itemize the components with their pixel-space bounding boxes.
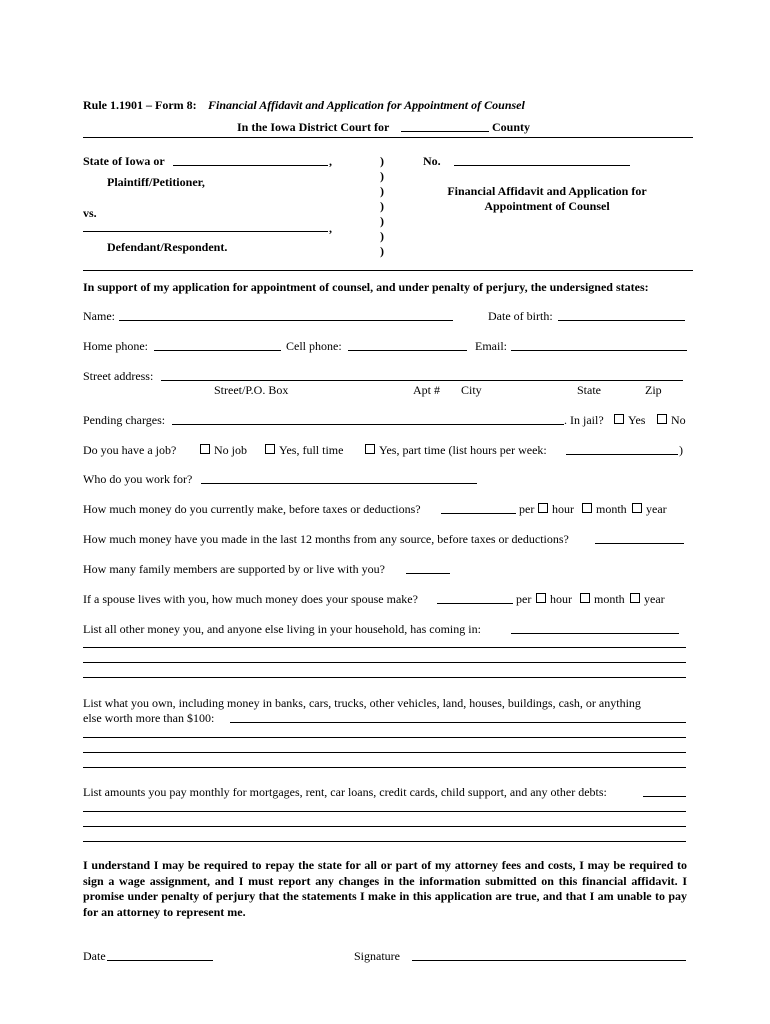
per-label: per bbox=[519, 502, 535, 516]
paren: ) bbox=[380, 184, 384, 198]
sub-state-label: State bbox=[577, 383, 601, 397]
caption-divider bbox=[83, 270, 693, 271]
doc-title-line2: Appointment of Counsel bbox=[484, 199, 610, 213]
plaintiff-label: Plaintiff/Petitioner, bbox=[107, 175, 205, 189]
year-label: year bbox=[646, 502, 667, 516]
debts-line[interactable] bbox=[83, 826, 686, 827]
income-question: How much money do you currently make, before taxes or deductions? bbox=[83, 502, 421, 516]
intro-statement: In support of my application for appointment of counsel, and under penalty of perjury, the undersigned states: bbox=[83, 280, 649, 294]
street-address-label: Street address: bbox=[83, 369, 154, 383]
dob-label: Date of birth: bbox=[488, 309, 553, 323]
checkbox-icon[interactable] bbox=[536, 593, 546, 603]
spouse-income-field[interactable] bbox=[437, 603, 513, 604]
assets-line[interactable] bbox=[83, 737, 686, 738]
checkbox-icon[interactable] bbox=[657, 414, 667, 424]
no-job-label: No job bbox=[214, 443, 247, 457]
paren: ) bbox=[380, 214, 384, 228]
spouse-hour-option[interactable] bbox=[536, 592, 572, 606]
jail-yes-label: Yes bbox=[628, 413, 646, 427]
dob-field[interactable] bbox=[558, 320, 685, 321]
checkbox-icon[interactable] bbox=[580, 593, 590, 603]
year-label: year bbox=[644, 592, 665, 606]
employer-field[interactable] bbox=[201, 483, 477, 484]
jail-no-option[interactable] bbox=[657, 413, 686, 427]
jail-no-label: No bbox=[671, 413, 686, 427]
hour-label: hour bbox=[552, 502, 574, 516]
case-no-label: No. bbox=[423, 154, 441, 168]
assets-field[interactable] bbox=[230, 722, 686, 723]
last12-question: How much money have you made in the last 12 months from any source, before taxes or deductions? bbox=[83, 532, 569, 546]
sub-apt-label: Apt # bbox=[413, 383, 440, 397]
month-label: month bbox=[594, 592, 625, 606]
pending-charges-field[interactable] bbox=[172, 424, 564, 425]
declaration-paragraph: I understand I may be required to repay the state for all or part of my attorney fees and costs, I may be required to sign a wage assignment, and I must report any changes in the information submitted on this financial affidavit. I promise under penalty of perjury that the statements I make in this application are true, and that I am unable to pay for an attorney to represent me. bbox=[83, 858, 687, 919]
paren: ) bbox=[380, 244, 384, 258]
spouse-question: If a spouse lives with you, how much money does your spouse make? bbox=[83, 592, 418, 606]
name-label: Name: bbox=[83, 309, 115, 323]
email-label: Email: bbox=[475, 339, 507, 353]
signature-field[interactable] bbox=[412, 960, 686, 961]
checkbox-icon[interactable] bbox=[365, 444, 375, 454]
per-label: per bbox=[516, 592, 532, 606]
date-field[interactable] bbox=[107, 960, 213, 961]
comma-2: , bbox=[329, 221, 332, 235]
checkbox-icon[interactable] bbox=[265, 444, 275, 454]
employer-label: Who do you work for? bbox=[83, 472, 193, 486]
defendant-name-field[interactable] bbox=[83, 231, 328, 232]
home-phone-field[interactable] bbox=[154, 350, 281, 351]
full-time-option[interactable] bbox=[265, 443, 343, 457]
part-time-label: Yes, part time (list hours per week: bbox=[379, 443, 547, 457]
checkbox-icon[interactable] bbox=[630, 593, 640, 603]
name-field[interactable] bbox=[119, 320, 453, 321]
comma-1: , bbox=[329, 154, 332, 168]
other-money-field[interactable] bbox=[511, 633, 679, 634]
assets-line[interactable] bbox=[83, 752, 686, 753]
doc-title-line1: Financial Affidavit and Application for bbox=[447, 184, 647, 198]
sub-zip-label: Zip bbox=[645, 383, 662, 397]
state-of-iowa-label: State of Iowa or bbox=[83, 154, 165, 168]
income-hour-option[interactable] bbox=[538, 502, 574, 516]
spouse-month-option[interactable] bbox=[580, 592, 625, 606]
cell-phone-field[interactable] bbox=[348, 350, 467, 351]
jail-yes-option[interactable] bbox=[614, 413, 645, 427]
date-label: Date bbox=[83, 949, 106, 963]
income-year-option[interactable] bbox=[632, 502, 667, 516]
part-time-option[interactable] bbox=[365, 443, 547, 457]
family-field[interactable] bbox=[406, 573, 450, 574]
job-question: Do you have a job? bbox=[83, 443, 177, 457]
signature-label: Signature bbox=[354, 949, 400, 963]
checkbox-icon[interactable] bbox=[632, 503, 642, 513]
income-month-option[interactable] bbox=[582, 502, 627, 516]
home-phone-label: Home phone: bbox=[83, 339, 148, 353]
sub-city-label: City bbox=[461, 383, 482, 397]
paren: ) bbox=[380, 154, 384, 168]
defendant-label: Defendant/Respondent. bbox=[107, 240, 228, 254]
sub-street-label: Street/P.O. Box bbox=[214, 383, 289, 397]
hours-per-week-field[interactable] bbox=[566, 454, 678, 455]
header-divider bbox=[83, 137, 693, 138]
income-field[interactable] bbox=[441, 513, 516, 514]
assets-question-line2: else worth more than $100: bbox=[83, 711, 215, 725]
month-label: month bbox=[596, 502, 627, 516]
debts-line[interactable] bbox=[83, 841, 686, 842]
in-jail-label: . In jail? bbox=[564, 413, 604, 427]
spouse-year-option[interactable] bbox=[630, 592, 665, 606]
paren: ) bbox=[380, 229, 384, 243]
email-field[interactable] bbox=[511, 350, 687, 351]
form-title: Financial Affidavit and Application for Appointment of Counsel bbox=[208, 98, 525, 112]
assets-line[interactable] bbox=[83, 767, 686, 768]
court-prefix: In the Iowa District Court for bbox=[237, 120, 390, 134]
checkbox-icon[interactable] bbox=[582, 503, 592, 513]
debts-question: List amounts you pay monthly for mortgages, rent, car loans, credit cards, child support, and any other debts: bbox=[83, 785, 607, 799]
street-address-field[interactable] bbox=[161, 380, 683, 381]
plaintiff-name-field[interactable] bbox=[173, 165, 328, 166]
assets-question-line1: List what you own, including money in banks, cars, trucks, other vehicles, land, houses, buildings, cash, or anything bbox=[83, 696, 641, 710]
checkbox-icon[interactable] bbox=[614, 414, 624, 424]
debts-line[interactable] bbox=[83, 811, 686, 812]
family-question: How many family members are supported by or live with you? bbox=[83, 562, 385, 576]
checkbox-icon[interactable] bbox=[538, 503, 548, 513]
last12-field[interactable] bbox=[595, 543, 684, 544]
checkbox-icon[interactable] bbox=[200, 444, 210, 454]
vs-label: vs. bbox=[83, 206, 97, 220]
pending-charges-label: Pending charges: bbox=[83, 413, 166, 427]
county-field[interactable] bbox=[401, 131, 489, 132]
case-no-field[interactable] bbox=[454, 165, 630, 166]
no-job-option[interactable] bbox=[200, 443, 247, 457]
hour-label: hour bbox=[550, 592, 572, 606]
paren: ) bbox=[380, 169, 384, 183]
full-time-label: Yes, full time bbox=[279, 443, 344, 457]
other-money-question: List all other money you, and anyone else living in your household, has coming in: bbox=[83, 622, 481, 636]
close-paren: ) bbox=[679, 443, 683, 457]
debts-field[interactable] bbox=[643, 796, 686, 797]
cell-phone-label: Cell phone: bbox=[286, 339, 342, 353]
other-money-line[interactable] bbox=[83, 677, 686, 678]
rule-label: Rule 1.1901 – Form 8: bbox=[83, 98, 197, 112]
other-money-line[interactable] bbox=[83, 647, 686, 648]
other-money-line[interactable] bbox=[83, 662, 686, 663]
court-suffix: County bbox=[492, 120, 531, 134]
paren: ) bbox=[380, 199, 384, 213]
